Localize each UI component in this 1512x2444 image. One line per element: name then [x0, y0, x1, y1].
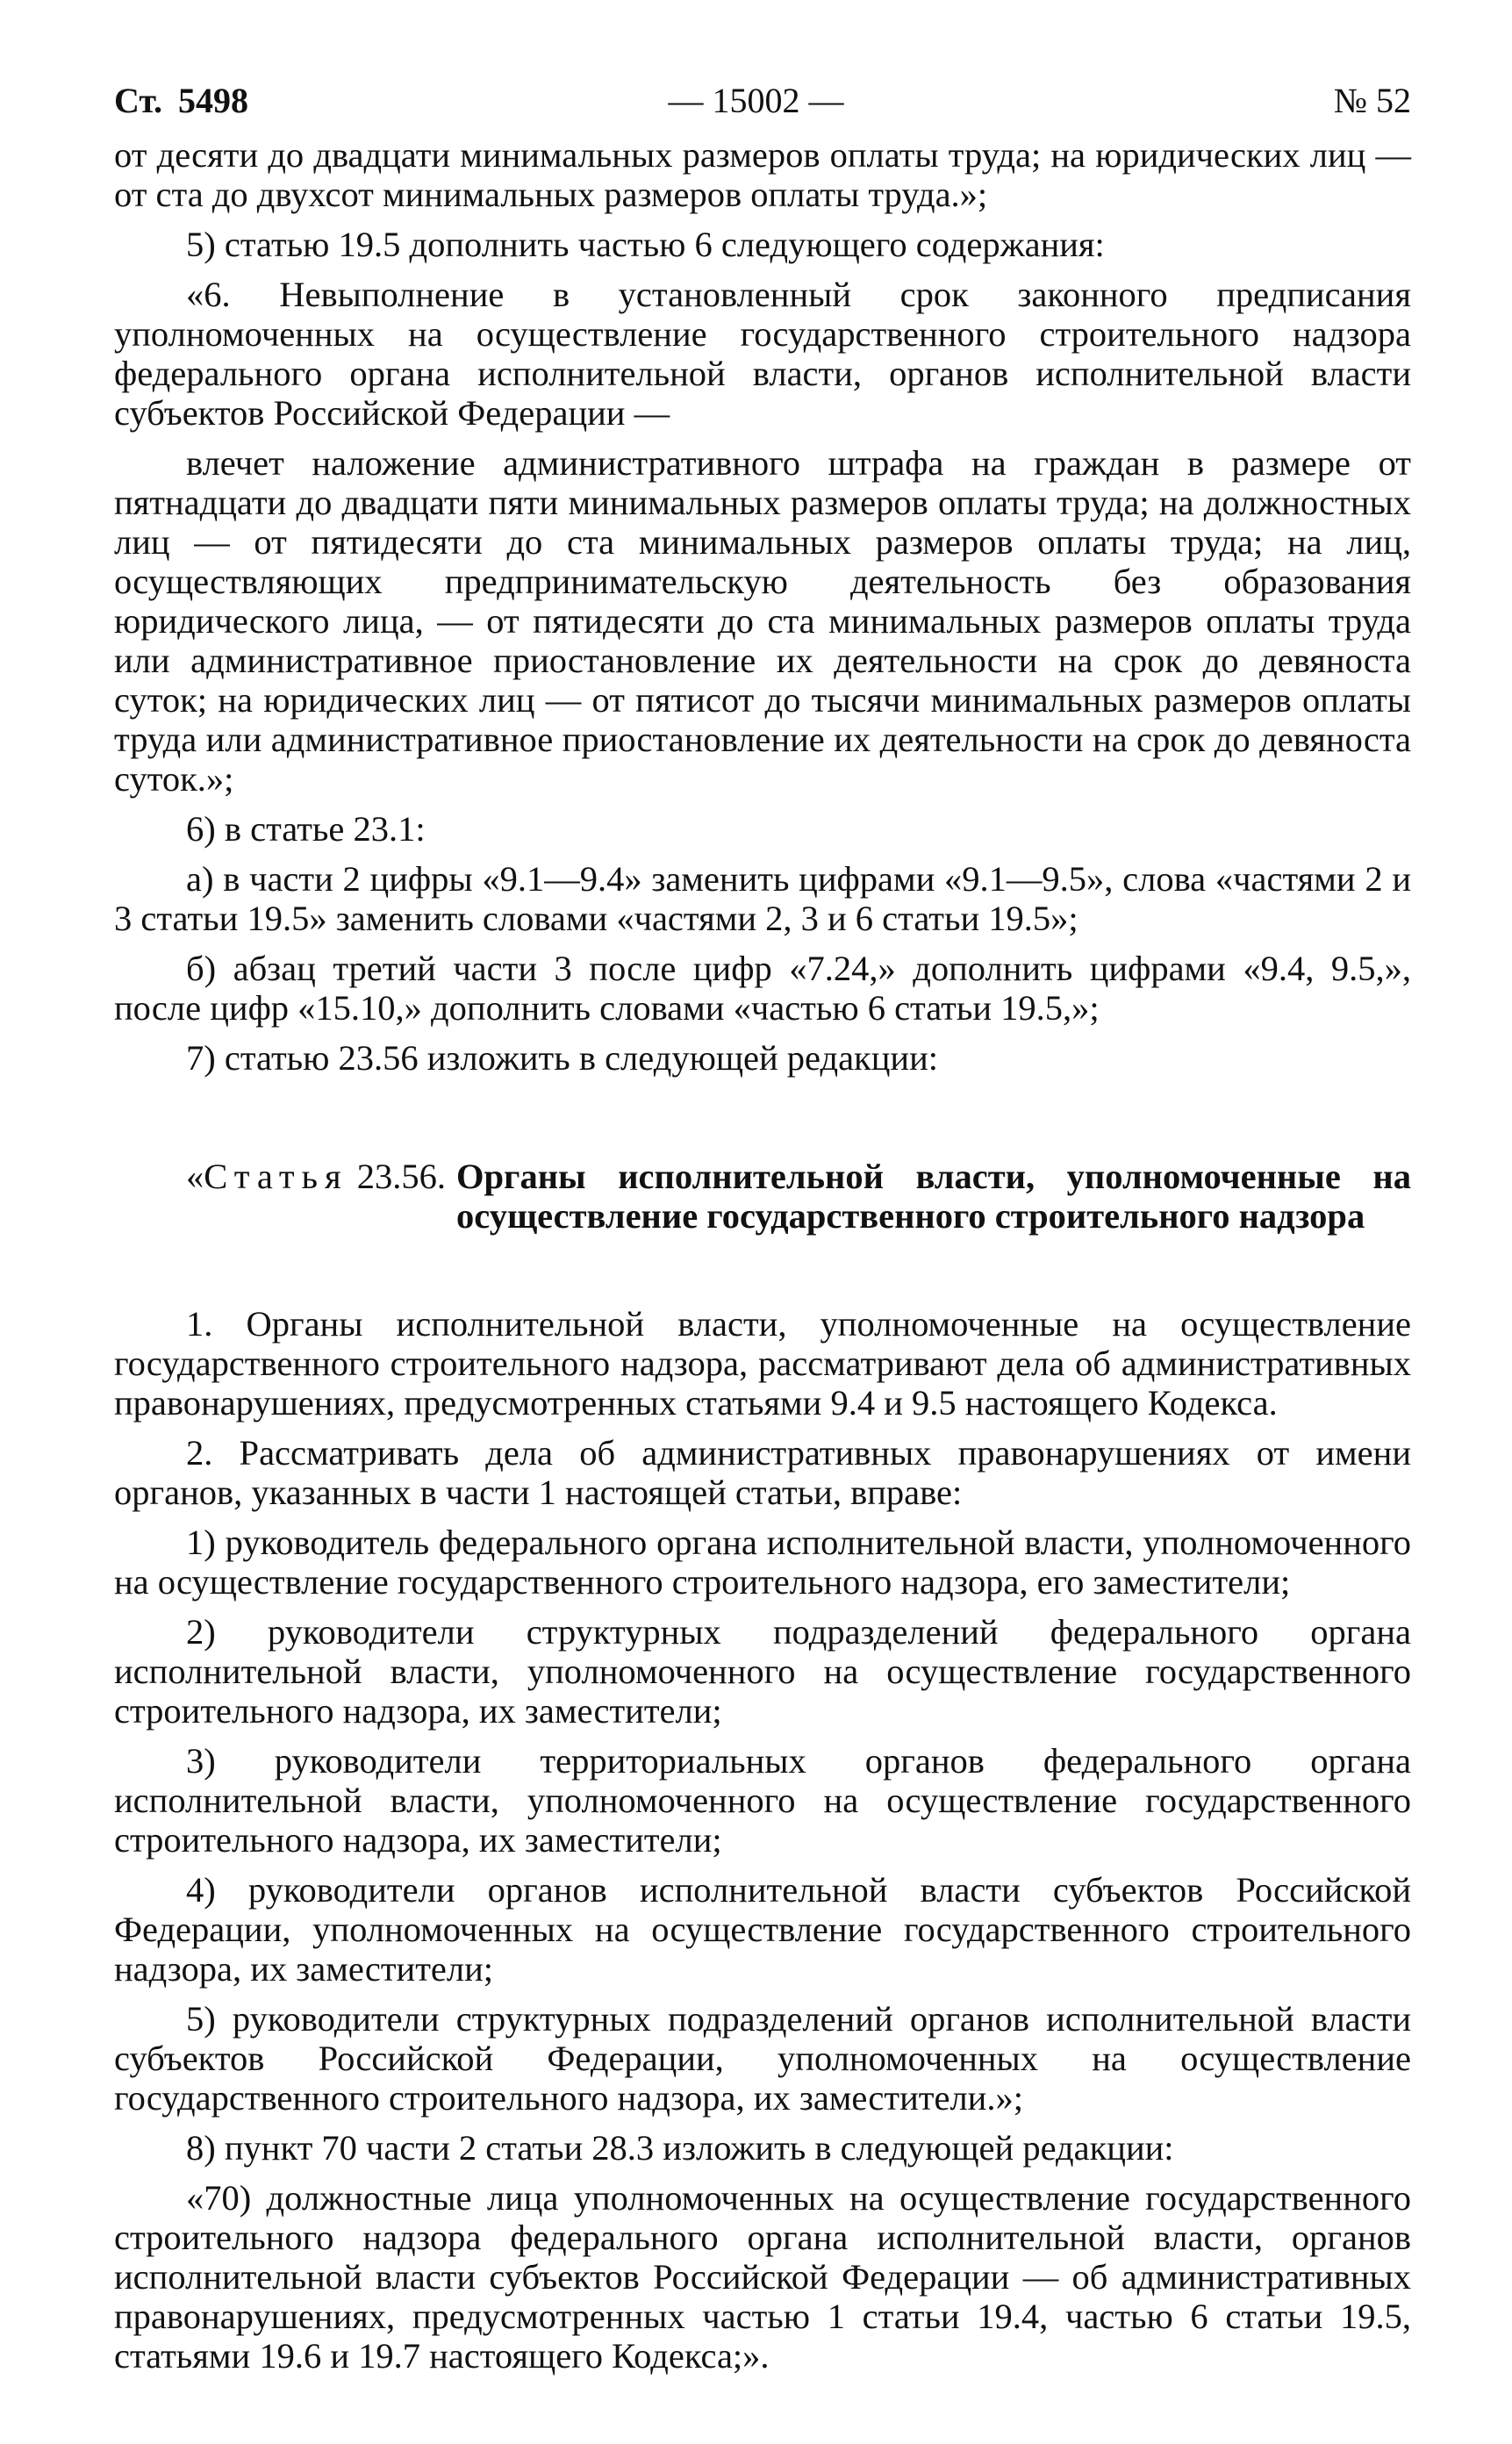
list-item-1: 1) руководитель федерального органа исполнительной власти, уполномоченного на осуществление государственного строительного надзора, его заместители; — [114, 1523, 1411, 1602]
paragraph-item-70: «70) должностные лица уполномоченных на осуществление государственного строительного надзора федерального органа исполнительной власти, органов исполнительной власти субъектов Российской Федерации — об административных правонарушениях, предусмотренных частью 1 статьи 19.4, частью 6 статьи 19.5, статьями 19.6 и 19.7 настоящего Кодекса;». — [114, 2178, 1411, 2376]
paragraph-item-5: 5) статью 19.5 дополнить частью 6 следующего содержания: — [186, 225, 1105, 264]
page-ref-number: 5498 — [178, 81, 248, 120]
paragraph-item-6: 6) в статье 23.1: — [186, 809, 426, 849]
article-heading — [114, 1157, 1411, 1236]
paragraph-continuation: от десяти до двадцати минимальных размеров оплаты труда; на юридических лиц — от ста до двухсот минимальных размеров оплаты труда.»; — [114, 135, 1411, 214]
paragraph-item-6b: б) абзац третий части 3 после цифр «7.24,» дополнить цифрами «9.4, 9.5,», после цифр «15.10,» дополнить словами «частью 6 статьи 19.5,»; — [114, 949, 1411, 1028]
page-ref-label: Ст. — [114, 81, 162, 120]
paragraph-item-6a: а) в части 2 цифры «9.1—9.4» заменить цифрами «9.1—9.5», слова «частями 2 и 3 статьи 19.5» заменить словами «частями 2, 3 и 6 статьи 19.5»; — [114, 859, 1411, 938]
list-item-3: 3) руководители территориальных органов федерального органа исполнительной власти, уполномоченного на осуществление государственного строительного надзора, их заместители; — [114, 1741, 1411, 1860]
page-number: — 15002 — — [668, 81, 844, 120]
list-item-4: 4) руководители органов исполнительной власти субъектов Российской Федерации, уполномоченных на осуществление государственного строительного надзора, их заместители; — [114, 1870, 1411, 1989]
article-number: 23.56. — [356, 1157, 447, 1196]
article-prefix: « — [186, 1157, 204, 1196]
page-header — [114, 81, 1411, 121]
paragraph-part-6: «6. Невыполнение в установленный срок законного предписания уполномоченных на осуществление государственного строительного надзора федерального органа исполнительной власти, органов исполнительной власти субъектов Российской Федерации — — [114, 275, 1411, 433]
paragraph-article-2: 2. Рассматривать дела об административных правонарушениях от имени органов, указанных в части 1 настоящей статьи, вправе: — [114, 1433, 1411, 1512]
article-title: Органы исполнительной власти, уполномоченные на осуществление государственного строительного надзора — [456, 1157, 1411, 1236]
issue-number: № 52 — [1333, 81, 1411, 120]
paragraph-item-7: 7) статью 23.56 изложить в следующей редакции: — [186, 1038, 939, 1078]
paragraph-item-8: 8) пункт 70 части 2 статьи 28.3 изложить в следующей редакции: — [186, 2128, 1174, 2168]
list-item-5: 5) руководители структурных подразделений органов исполнительной власти субъектов Российской Федерации, уполномоченных на осуществление государственного строительного надзора, их заместители.»; — [114, 1999, 1411, 2118]
article-word: Статья — [204, 1157, 348, 1196]
article-label — [114, 1157, 446, 1236]
paragraph-article-1: 1. Органы исполнительной власти, уполномоченные на осуществление государственного строительного надзора, рассматривают дела об административных правонарушениях, предусмотренных статьями 9.4 и 9.5 настоящего Кодекса. — [114, 1304, 1411, 1423]
paragraph-sanction: влечет наложение административного штрафа на граждан в размере от пятнадцати до двадцати пяти минимальных размеров оплаты труда; на должностных лиц — от пятидесяти до ста минимальных размеров оплаты труда; на лиц, осуществляющих предпринимательскую деятельность без образования юридического лица, — от пятидесяти до ста минимальных размеров оплаты труда или административное приостановление их деятельности на срок до девяноста суток; на юридических лиц — от пятисот до тысячи минимальных размеров оплаты труда или административное приостановление их деятельности на срок до девяноста суток.»; — [114, 443, 1411, 799]
list-item-2: 2) руководители структурных подразделений федерального органа исполнительной власти, уполномоченного на осуществление государственного строительного надзора, их заместители; — [114, 1612, 1411, 1731]
